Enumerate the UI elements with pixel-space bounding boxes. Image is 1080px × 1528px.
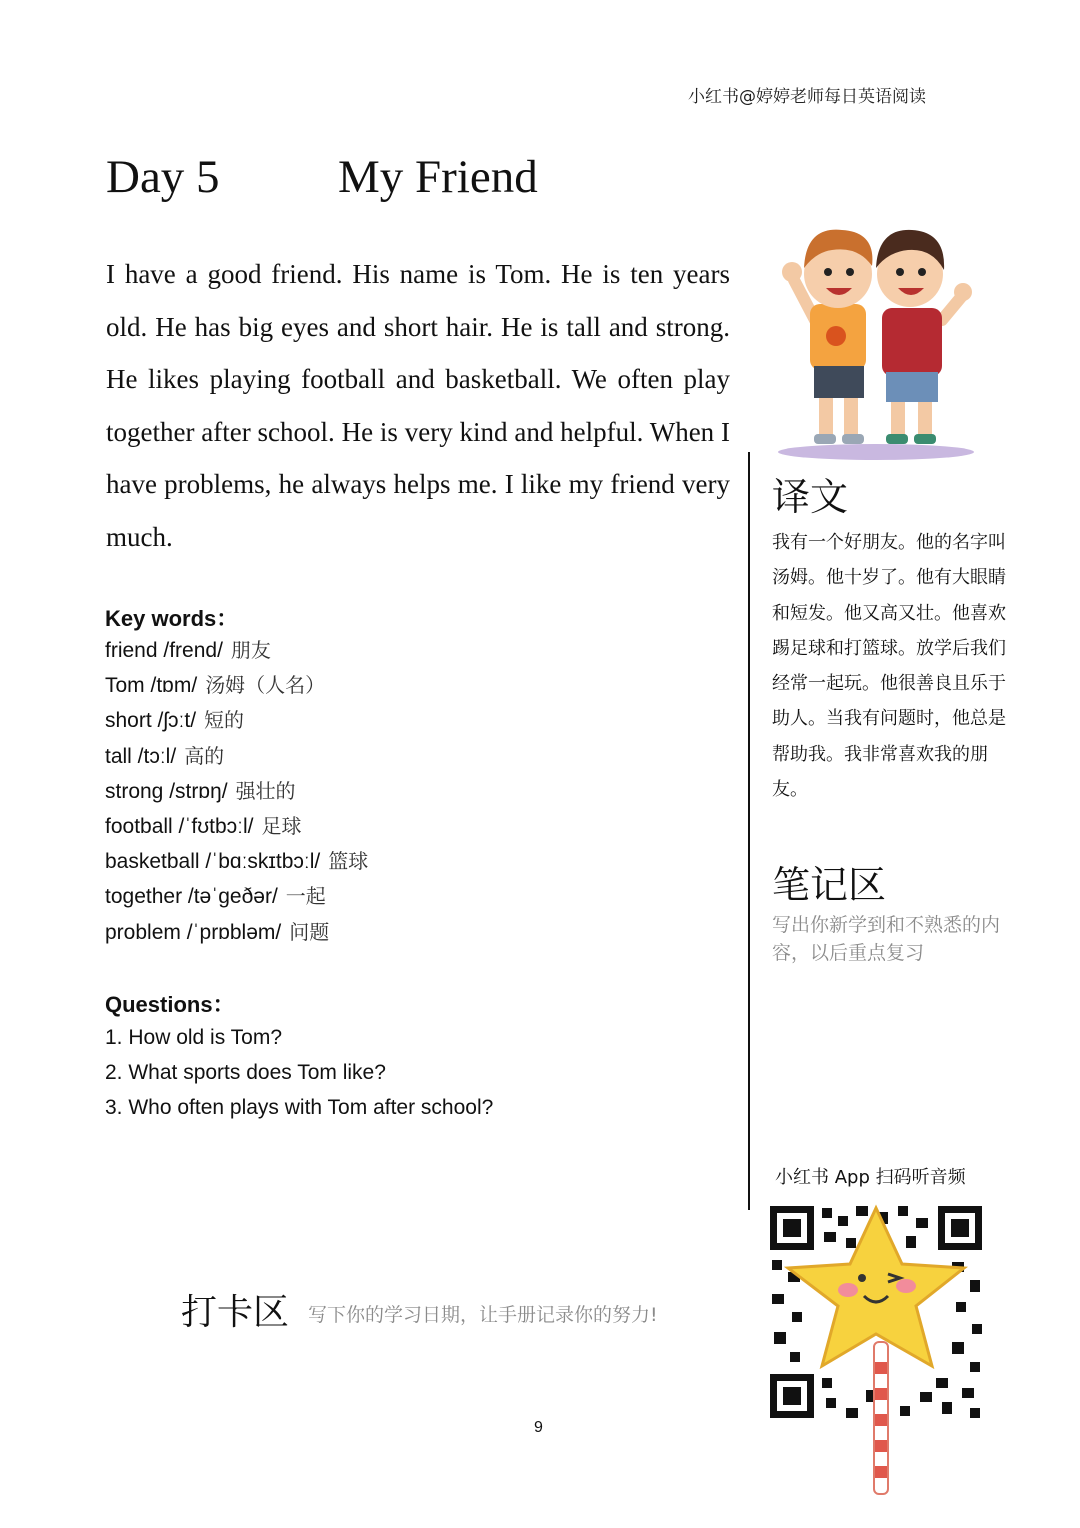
word-en: tall /tɔːl/	[105, 744, 177, 768]
questions-heading: Questions：	[105, 992, 235, 1017]
list-item	[105, 774, 368, 809]
page-number: 9	[534, 1419, 543, 1436]
list-item: 1. How old is Tom?	[105, 1026, 283, 1049]
translation-heading: 译文	[772, 475, 849, 519]
list-item: 3. Who often plays with Tom after school?	[105, 1096, 494, 1120]
word-cn: 篮球	[328, 849, 369, 874]
key-words-list	[105, 633, 368, 950]
day-title: Day 5	[106, 151, 220, 203]
word-cn: 高的	[184, 743, 225, 768]
word-en: friend /frend/	[105, 639, 223, 662]
two-boys-friends-illustration	[772, 216, 982, 468]
word-en: basketball /ˈbɑːskɪtbɔːl/	[105, 850, 321, 874]
list-item	[105, 844, 368, 879]
word-en: together /təˈɡeðər/	[105, 885, 278, 909]
word-cn: 朋友	[230, 638, 271, 662]
notes-hint: 写出你新学到和不熟悉的内容，以后重点复习	[772, 914, 1001, 964]
list-item	[105, 809, 368, 844]
list-item	[105, 739, 368, 774]
word-en: strong /strɒŋ/	[105, 779, 228, 803]
word-cn: 足球	[261, 813, 302, 838]
translation-text: 我有一个好朋友。他的名字叫汤姆。他十岁了。他有大眼睛和短发。他又高又壮。他喜欢踢足球和打篮球。放学后我们经常一起玩。他很善良且乐于助人。当我有问题时，他总是帮助我。我非常喜欢我的朋友。	[772, 532, 1006, 801]
topic-title: My Friend	[338, 151, 538, 203]
header-watermark: 小红书@婷婷老师每日英语阅读	[688, 87, 926, 107]
list-item	[105, 915, 368, 950]
key-words-heading: Key words：	[105, 606, 239, 631]
word-cn: 短的	[204, 708, 245, 733]
reading-passage: I have a good friend. His name is Tom. He is ten years old. He has big eyes and short hair. He is tall and strong. He likes playing football and basketball. We often play together after school. He is very kind and helpful. When I have problems, he always helps me. I like my friend very much.	[106, 259, 730, 552]
word-cn: 汤姆（人名）	[205, 673, 326, 698]
word-en: short /ʃɔːt/	[105, 709, 197, 733]
word-en: problem /ˈprɒbləm/	[105, 920, 282, 944]
list-item	[105, 703, 368, 738]
word-cn: 一起	[285, 884, 326, 909]
list-item	[105, 668, 368, 703]
notes-heading: 笔记区	[772, 863, 887, 907]
word-en: football /ˈfʊtbɔːl/	[105, 814, 254, 838]
questions-list	[105, 1020, 493, 1126]
list-item	[105, 633, 368, 668]
qr-caption: 小红书 App 扫码听音频	[775, 1167, 966, 1188]
list-item	[105, 879, 368, 914]
word-cn: 问题	[289, 919, 330, 944]
qr-code-icon[interactable]	[766, 1202, 996, 1506]
list-item: 2. What sports does Tom like?	[105, 1061, 386, 1085]
checkin-hint: 写下你的学习日期，让手册记录你的努力!	[308, 1304, 658, 1326]
word-en: Tom /tɒm/	[105, 674, 198, 698]
checkin-heading: 打卡区	[181, 1292, 290, 1333]
word-cn: 强壮的	[235, 778, 296, 803]
column-divider	[748, 452, 750, 1210]
